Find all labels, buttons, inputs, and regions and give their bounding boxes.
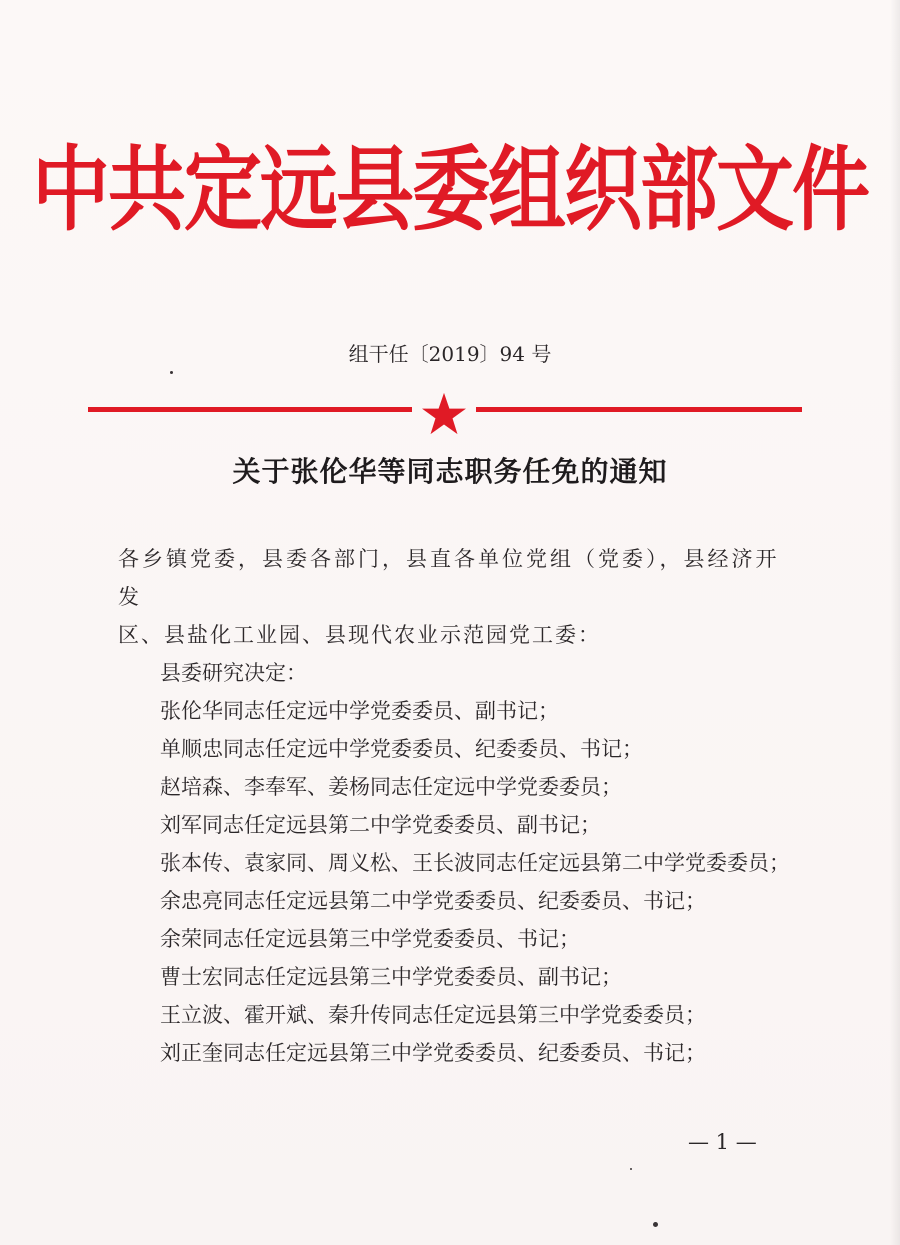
appointment-item: 张伦华同志任定远中学党委委员、副书记；	[160, 699, 559, 723]
appointment-item: 余荣同志任定远县第三中学党委委员、书记；	[160, 927, 580, 951]
page-number: — 1 —	[688, 1130, 757, 1154]
appointment-item: 单顺忠同志任定远中学党委委员、纪委委员、书记；	[160, 737, 643, 761]
appointment-item: 刘正奎同志任定远县第三中学党委委员、纪委委员、书记；	[160, 1041, 706, 1065]
notice-title: 关于张伦华等同志职务任免的通知	[232, 455, 668, 488]
appointment-item: 王立波、霍开斌、秦升传同志任定远县第三中学党委委员；	[160, 1003, 706, 1027]
document-header-title: 中共定远县委组织部文件	[31, 137, 868, 245]
appointment-item: 刘军同志任定远县第二中学党委委员、副书记；	[160, 813, 601, 837]
scan-speck	[170, 371, 173, 374]
scan-speck	[630, 1168, 632, 1170]
addressee-line-2: 区、县盐化工业园、县现代农业示范园党工委：	[118, 623, 601, 647]
appointment-item: 赵培森、李奉军、姜杨同志任定远中学党委委员；	[160, 775, 622, 799]
addressee-line-1: 各乡镇党委，县委各部门，县直各单位党组（党委），县经济开发	[118, 547, 780, 609]
document-number: 组干任〔2019〕94 号	[348, 342, 552, 366]
star-icon	[421, 392, 467, 436]
red-rule-left	[88, 407, 412, 412]
appointment-item: 张本传、袁家同、周义松、王长波同志任定远县第二中学党委委员；	[160, 851, 790, 875]
scan-speck	[653, 1222, 658, 1227]
document-body	[118, 540, 798, 1072]
appointment-item: 余忠亮同志任定远县第二中学党委委员、纪委委员、书记；	[160, 889, 706, 913]
decision-intro: 县委研究决定：	[160, 661, 307, 685]
red-rule-right	[476, 407, 802, 412]
appointment-item: 曹士宏同志任定远县第三中学党委委员、副书记；	[160, 965, 622, 989]
